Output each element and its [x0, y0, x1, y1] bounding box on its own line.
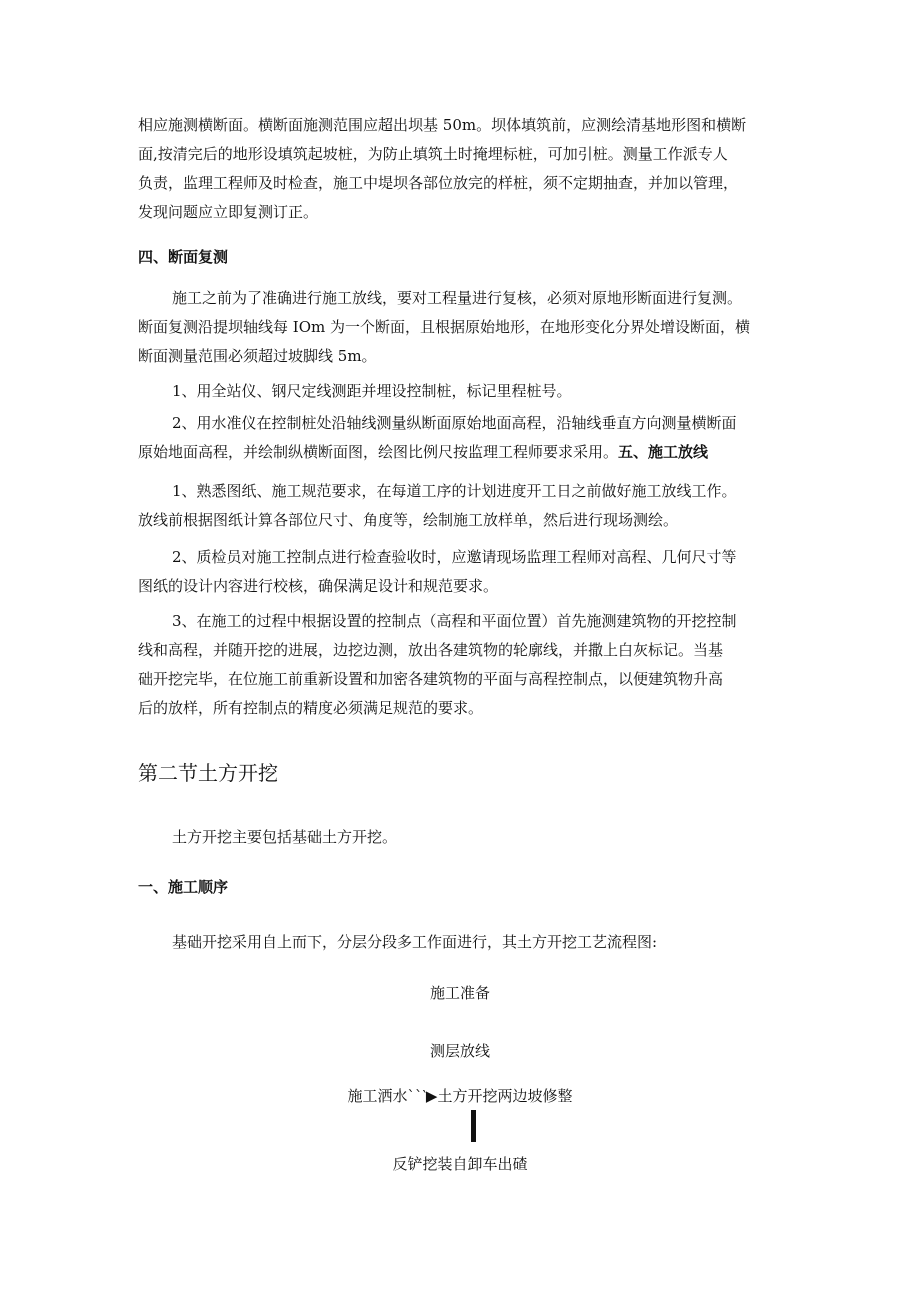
- text-span: 原始地面高程，并绘制纵横断面图，绘图比例尺按监理工程师要求采用。: [138, 443, 619, 461]
- paragraph-earthwork-intro: [138, 823, 818, 852]
- paragraph-item-inspection: [138, 543, 818, 601]
- flowchart-node-text: 反铲挖装自卸车出碴: [392, 1155, 528, 1173]
- text-line: 断面复测沿提坝轴线每 IOm 为一个断面，且根据原始地形，在地形变化分界处增设断面，横: [138, 318, 750, 336]
- paragraph-item-control-points: [138, 607, 818, 723]
- flowchart-step-loading: [0, 1153, 920, 1174]
- text-line: 3、在施工的过程中根据设置的控制点（高程和平面位置）首先施测建筑物的开挖控制: [172, 612, 737, 630]
- paragraph-item-level: [138, 409, 818, 467]
- paragraph-item-drawings: [138, 477, 818, 535]
- heading-section-recheck: 四、断面复测: [138, 248, 229, 266]
- text-line: 图纸的设计内容进行校核，确保满足设计和规范要求。: [138, 577, 499, 595]
- paragraph-section-recheck: [138, 284, 818, 371]
- text-line: 线和高程，并随开挖的进展，边挖边测，放出各建筑物的轮廓线，并撒上白灰标记。当基: [138, 641, 724, 659]
- text-line: 负责，监理工程师及时检查，施工中堤坝各部位放完的样桩，须不定期抽查，并加以管理，: [138, 174, 739, 192]
- flowchart-node-text: 施工准备: [429, 984, 490, 1002]
- text-line: 施工之前为了准确进行施工放线，要对工程量进行复核，必须对原地形断面进行复测。: [172, 289, 743, 307]
- paragraph-item-total-station: [138, 377, 818, 406]
- text-line: 2、质检员对施工控制点进行检查验收时，应邀请现场监理工程师对高程、几何尺寸等: [172, 548, 737, 566]
- text-line: 础开挖完毕，在位施工前重新设置和加密各建筑物的平面与高程控制点，以便建筑物升高: [138, 670, 724, 688]
- heading-construction-sequence: 一、施工顺序: [138, 878, 229, 896]
- text-line: 面,按清完后的地形设填筑起坡桩，为防止填筑土时掩埋标桩，可加引桩。测量工作派专人: [138, 145, 728, 163]
- text-line: 后的放样，所有控制点的精度必须满足规范的要求。: [138, 699, 484, 717]
- text-line: 1、熟悉图纸、施工规范要求，在每道工序的计划进度开工日之前做好施工放线工作。: [172, 482, 737, 500]
- text-line: 发现问题应立即复测订正。: [138, 203, 319, 221]
- text-line: 2、用水准仪在控制桩处沿轴线测量纵断面原始地面高程，沿轴线垂直方向测量横断面: [172, 414, 737, 432]
- text-line: 断面测量范围必须超过坡脚线 5m。: [138, 347, 377, 365]
- flowchart-node-text: 测层放线: [429, 1042, 490, 1060]
- flowchart-node-text: 施工洒水``‵▶土方开挖两边坡修整: [347, 1087, 573, 1105]
- heading-construction-layout: 五、施工放线: [618, 443, 709, 461]
- text-line: 1、用全站仪、钢尺定线测距并埋设控制桩，标记里程桩号。: [172, 382, 572, 400]
- text-line: [138, 438, 818, 467]
- text-line: 基础开挖采用自上而下，分层分段多工作面进行，其土方开挖工艺流程图:: [172, 933, 658, 951]
- paragraph-flow-intro: [138, 928, 818, 957]
- paragraph-survey-cross-section: [138, 111, 818, 227]
- section-title-earthwork: 第二节土方开挖: [138, 761, 278, 785]
- flowchart-step-layout: [0, 1040, 920, 1061]
- flowchart-step-excavation: [0, 1085, 920, 1106]
- flowchart-step-preparation: [0, 982, 920, 1003]
- flowchart-connector-bar: [471, 1110, 476, 1142]
- text-line: 放线前根据图纸计算各部位尺寸、角度等，绘制施工放样单，然后进行现场测绘。: [138, 511, 679, 529]
- text-line: 土方开挖主要包括基础土方开挖。: [172, 828, 398, 846]
- text-line: 相应施测横断面。横断面施测范围应超出坝基 50m。坝体填筑前，应测绘清基地形图和横断: [138, 116, 747, 134]
